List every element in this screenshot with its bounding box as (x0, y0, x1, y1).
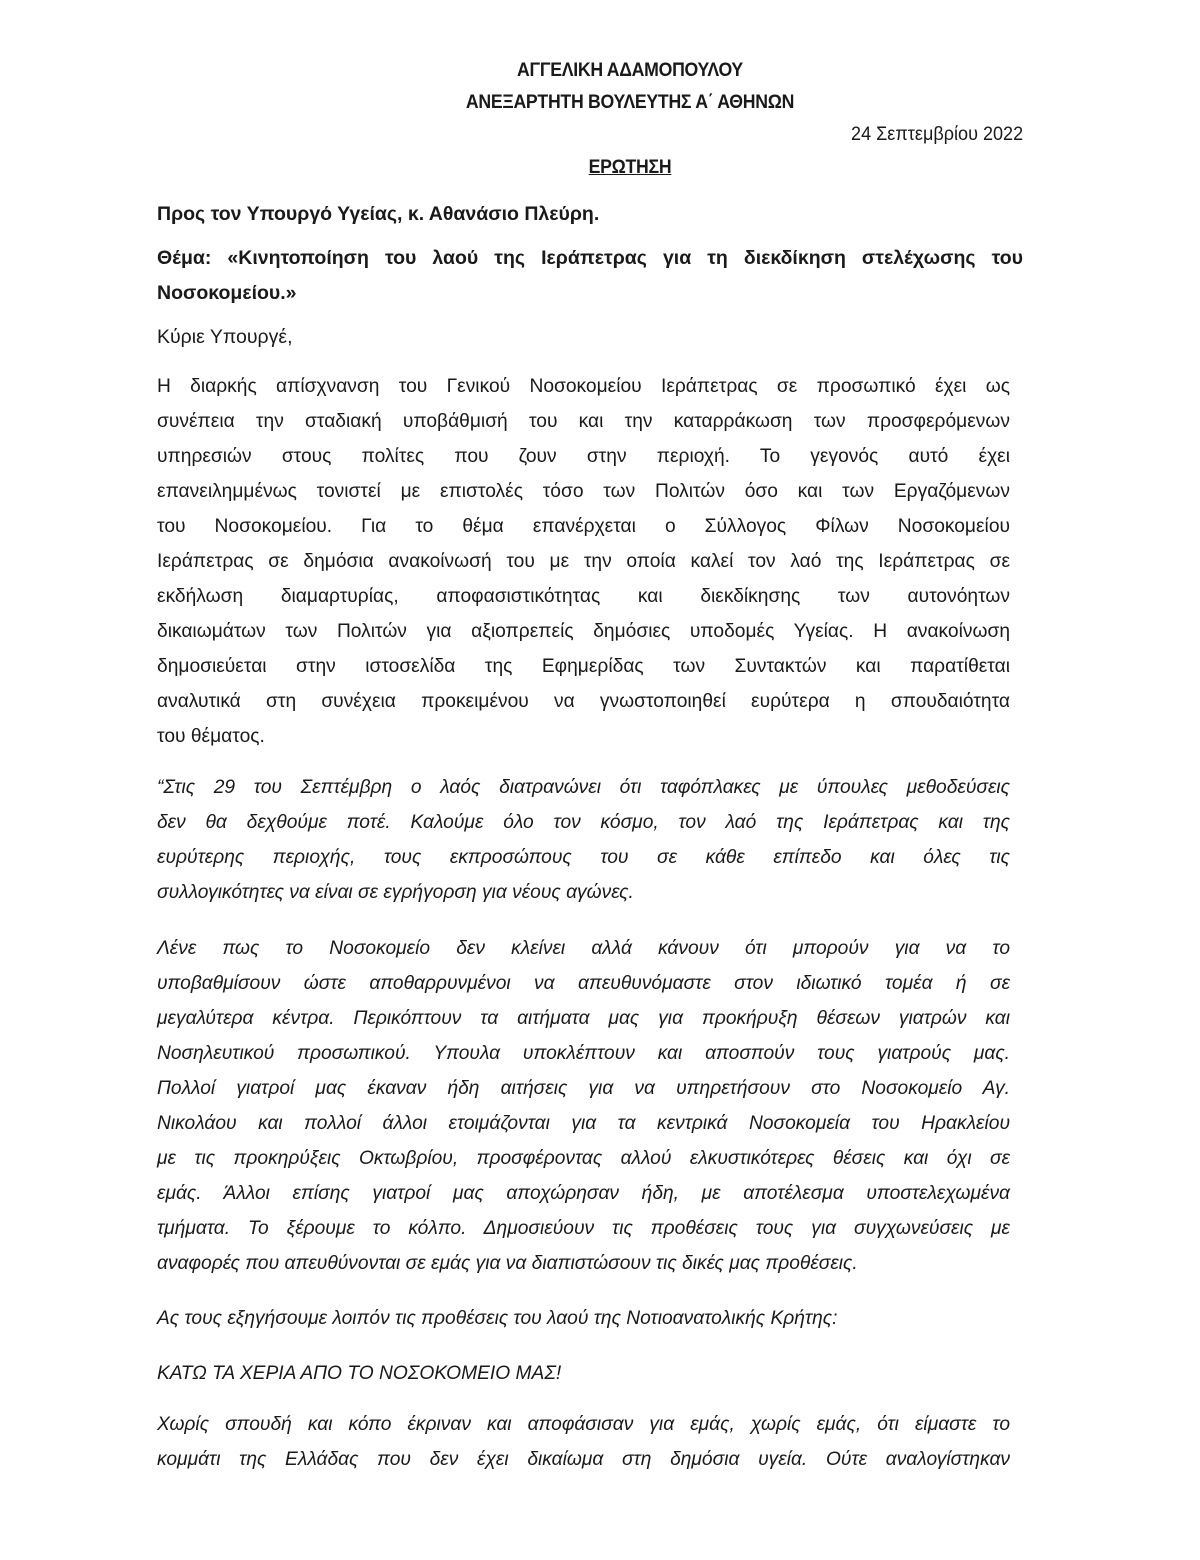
salutation: Κύριε Υπουργέ, (157, 326, 293, 348)
paragraph-line: του Νοσοκομείου. Για το θέμα επανέρχεται ο Σύλλογος Φίλων Νοσοκομείου (157, 515, 1011, 537)
quote-paragraph-3: Ας τους εξηγήσουμε λοιπόν τις προθέσεις του λαού της Νοτιοανατολικής Κρήτης: (157, 1307, 838, 1329)
paragraph-line: εμάς. Άλλοι επίσης γιατροί μας αποχώρησαν ήδη, με αποτέλεσμα υποστελεχωμένα (157, 1182, 1011, 1204)
document-date: 24 Σεπτεμβρίου 2022 (850, 124, 1023, 145)
paragraph-line: Νικολάου και πολλοί άλλοι ετοιμάζονται για τα κεντρικά Νοσοκομεία του Ηρακλείου (157, 1112, 1011, 1134)
subject-line: Θέμα: «Κινητοποίηση του λαού της Ιεράπετρας για τη διεκδίκηση στελέχωσης του (157, 247, 1023, 269)
paragraph-line: Νοσηλευτικού προσωπικού. Υπουλα υποκλέπτουν και αποσπούν τους γιατρούς μας. (157, 1042, 1011, 1064)
paragraph-line: υποβαθμίσουν ώστε αποθαρρυνμένοι να απευθυνόμαστε στον ιδιωτικό τομέα ή σε (157, 972, 1011, 994)
paragraph-line: αναφορές που απευθύνονται σε εμάς για να διαπιστώσουν τις δικές μας προθέσεις. (157, 1252, 858, 1274)
paragraph-line: Λένε πως το Νοσοκομείο δεν κλείνει αλλά κάνουν ότι μπορούν για να το (157, 937, 1011, 959)
paragraph-line: Χωρίς σπουδή και κόπο έκριναν και αποφάσισαν για εμάς, χωρίς εμάς, ότι είμαστε το (157, 1413, 1011, 1435)
paragraph-line: συλλογικότητες να είναι σε εγρήγορση για νέους αγώνες. (157, 881, 634, 903)
paragraph-line: “Στις 29 του Σεπτέμβρη ο λαός διατρανώνει ότι ταφόπλακες με ύπουλες μεθοδεύσεις (157, 776, 1011, 798)
author-role: ΑΝΕΞΑΡΤΗΤΗ ΒΟΥΛΕΥΤΗΣ Α΄ ΑΘΗΝΩΝ (465, 92, 795, 113)
document-type-heading: ΕΡΩΤΗΣΗ (588, 157, 672, 178)
paragraph-line: δεν θα δεχθούμε ποτέ. Καλούμε όλο τον κόσμο, τον λαό της Ιεράπετρας και της (157, 811, 1011, 833)
paragraph-line: με τις προκηρύξεις Οκτωβρίου, προσφέροντας αλλού ελκυστικότερες θέσεις και όχι σε (157, 1147, 1011, 1169)
paragraph-line: Η διαρκής απίσχνανση του Γενικού Νοσοκομείου Ιεράπετρας σε προσωπικό έχει ως (157, 375, 1011, 397)
paragraph-line: επανειλημμένως τονιστεί με επιστολές τόσο των Πολιτών όσο και των Εργαζόμενων (157, 480, 1011, 502)
paragraph-line: αναλυτικά στη συνέχεια προκειμένου να γνωστοποιηθεί ευρύτερα η σπουδαιότητα (157, 690, 1011, 712)
paragraph-line: τμήματα. Το ξέρουμε το κόλπο. Δημοσιεύουν τις προθέσεις τους για συγχωνεύσεις με (157, 1217, 1011, 1239)
paragraph-line: μεγαλύτερα κέντρα. Περικόπτουν τα αιτήματα μας για προκήρυξη θέσεων γιατρών και (157, 1007, 1011, 1029)
author-name: ΑΓΓΕΛΙΚΗ ΑΔΑΜΟΠΟΥΛΟΥ (517, 60, 743, 81)
quote-slogan: ΚΑΤΩ ΤΑ ΧΕΡΙΑ ΑΠΟ ΤΟ ΝΟΣΟΚΟΜΕΙΟ ΜΑΣ! (157, 1362, 562, 1384)
subject-line: Νοσοκομείου.» (157, 282, 297, 304)
paragraph-line: υπηρεσιών στους πολίτες που ζουν στην περιοχή. Το γεγονός αυτό έχει (157, 445, 1011, 467)
paragraph-line: δικαιωμάτων των Πολιτών για αξιοπρεπείς δημόσιες υποδομές Υγείας. Η ανακοίνωση (157, 620, 1011, 642)
addressee: Προς τον Υπουργό Υγείας, κ. Αθανάσιο Πλεύρη. (157, 203, 600, 225)
paragraph-line: Ιεράπετρας σε δημόσια ανακοίνωσή του με την οποία καλεί τον λαό της Ιεράπετρας σε (157, 550, 1011, 572)
paragraph-line: ευρύτερης περιοχής, τους εκπροσώπους του σε κάθε επίπεδο και όλες τις (157, 846, 1011, 868)
paragraph-line: του θέματος. (157, 725, 265, 747)
paragraph-line: εκδήλωση διαμαρτυρίας, αποφασιστικότητας και διεκδίκησης των αυτονόητων (157, 585, 1011, 607)
paragraph-line: συνέπεια την σταδιακή υποβάθμισή του και την καταρράκωση των προσφερόμενων (157, 410, 1011, 432)
paragraph-line: δημοσιεύεται στην ιστοσελίδα της Εφημερίδας των Συντακτών και παρατίθεται (157, 655, 1011, 677)
paragraph-line: κομμάτι της Ελλάδας που δεν έχει δικαίωμα στη δημόσια υγεία. Ούτε αναλογίστηκαν (157, 1448, 1011, 1470)
paragraph-line: Πολλοί γιατροί μας έκαναν ήδη αιτήσεις για να υπηρετήσουν στο Νοσοκομείο Αγ. (157, 1077, 1011, 1099)
